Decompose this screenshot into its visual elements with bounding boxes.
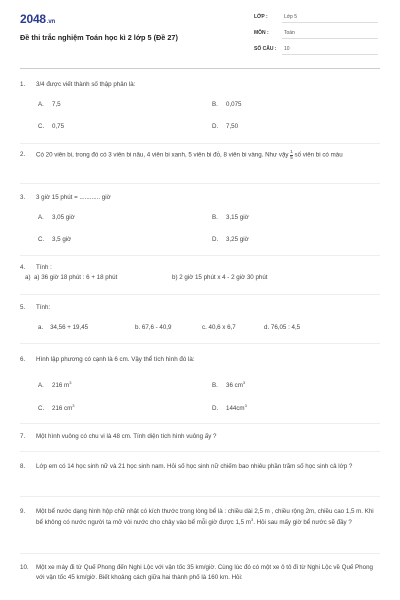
question-number: 9.: [20, 508, 26, 515]
subject-value: Toán: [284, 30, 295, 36]
fraction: $\frac{1}{5}$: [290, 149, 293, 160]
question-text: 3/4 được viết thành số thập phân là:: [36, 81, 136, 88]
part-b: b) 2 giờ 15 phút x 4 - 2 giờ 30 phút: [172, 274, 268, 281]
divider: [20, 451, 380, 452]
question-number: 4.: [20, 264, 26, 271]
question-number: 10.: [20, 564, 29, 571]
header-divider: [20, 68, 380, 69]
option-a[interactable]: A. 3,05 giờ: [38, 214, 75, 221]
logo-text: 2048: [20, 12, 46, 26]
option-a[interactable]: A. 216 $m^3$: [38, 380, 72, 390]
question-number: 6.: [20, 356, 26, 363]
site-logo[interactable]: [20, 12, 55, 26]
option-b[interactable]: B. 0,075: [212, 101, 242, 108]
divider: [20, 343, 380, 344]
divider: [282, 38, 378, 39]
header: [0, 0, 400, 62]
question-number: 7.: [20, 433, 26, 440]
divider: [282, 22, 378, 23]
question-text: Tính :: [36, 264, 52, 271]
part-a: a) a) 36 giờ 18 phút : 6 + 18 phút: [25, 274, 118, 281]
part-c: c. 40,6 x 6,7: [202, 324, 236, 331]
divider: [20, 496, 380, 497]
divider: [20, 183, 380, 184]
part-b: b. 67,6 - 40,9: [135, 324, 172, 331]
option-d[interactable]: D. 3,25 giờ: [212, 236, 249, 243]
question-number: 5.: [20, 304, 26, 311]
question-text: 3 giờ 15 phút = ............ giờ: [36, 194, 111, 201]
exam-title: Đề thi trắc nghiệm Toán học kì 2 lớp 5 (Đề 27): [20, 33, 178, 42]
question-text: Có 20 viên bi, trong đó có 3 viên bi nâu, 4 viên bi xanh, 5 viên bi đỏ, 8 viên bi vàng. Như vậy $\frac{1}{5}$ số viên bi có màu: [36, 149, 343, 160]
question-text: Lớp em có 14 học sinh nữ và 21 học sinh nam. Hỏi số học sinh nữ chiếm bao nhiêu phần trăm số học sinh cả lớp ?: [36, 463, 353, 470]
divider: [20, 143, 380, 144]
divider: [20, 255, 380, 256]
option-a[interactable]: A. 7,5: [38, 101, 61, 108]
question-text: Một xe máy đi từ Quế Phong đến Nghi Lộc với vận tốc 35 km/giờ. Cùng lúc đó có một xe ô tô đi từ Nghi Lộc về Quế Phong với vận tốc 45 km/giờ. Biết khoảng cách giữa hai thành phố là 160 km. Hỏi:: [36, 564, 373, 581]
option-b[interactable]: B. 36 $cm^3$: [212, 380, 246, 390]
subject-label: MÔN :: [254, 30, 269, 36]
option-b[interactable]: B. 3,15 giờ: [212, 214, 249, 221]
question-number: 2.: [20, 151, 26, 158]
divider: [282, 54, 378, 55]
count-label: SỐ CÂU :: [254, 46, 277, 52]
option-c[interactable]: C. 216 $cm^3$: [38, 403, 75, 413]
divider: [20, 294, 380, 295]
class-label: LỚP :: [254, 14, 268, 20]
question-number: 8.: [20, 463, 26, 470]
logo-suffix: .vn: [46, 19, 55, 25]
part-d: d. 76,05 : 4,5: [264, 324, 301, 331]
option-d[interactable]: D. 7,50: [212, 123, 239, 130]
part-a: a. 34,56 + 19,45: [38, 324, 89, 331]
question-text: Tính:: [36, 304, 51, 311]
count-value: 10: [284, 46, 290, 52]
option-c[interactable]: C. 0,75: [38, 123, 65, 130]
question-1: [20, 80, 380, 140]
divider: [20, 553, 380, 554]
divider: [20, 423, 380, 424]
question-2: [20, 150, 380, 174]
question-text: Hình lập phương có cạnh là 6 cm. Vậy thể tích hình đó là:: [36, 356, 195, 363]
question-text: Một hình vuông có chu vi là 48 cm. Tính diện tích hình vuông ấy ?: [36, 433, 217, 440]
option-c[interactable]: C. 3,5 giờ: [38, 236, 72, 243]
class-value: Lớp 5: [284, 14, 298, 20]
question-number: 1.: [20, 81, 26, 88]
option-d[interactable]: D. $144cm^3$: [212, 403, 247, 413]
question-text: Một bể nước dạng hình hộp chữ nhật có kích thước trong lòng bể là : chiều dài 2,5 m , chiều rộng 2m, chiều cao 1,5 m. Khi bể không có nước người ta mở vòi nước cho chảy vào bể mỗi giờ được 1,5 $m^3$. Hỏi sau mấy giờ bể nước sẽ đầy ?: [36, 508, 374, 526]
question-number: 3.: [20, 194, 26, 201]
